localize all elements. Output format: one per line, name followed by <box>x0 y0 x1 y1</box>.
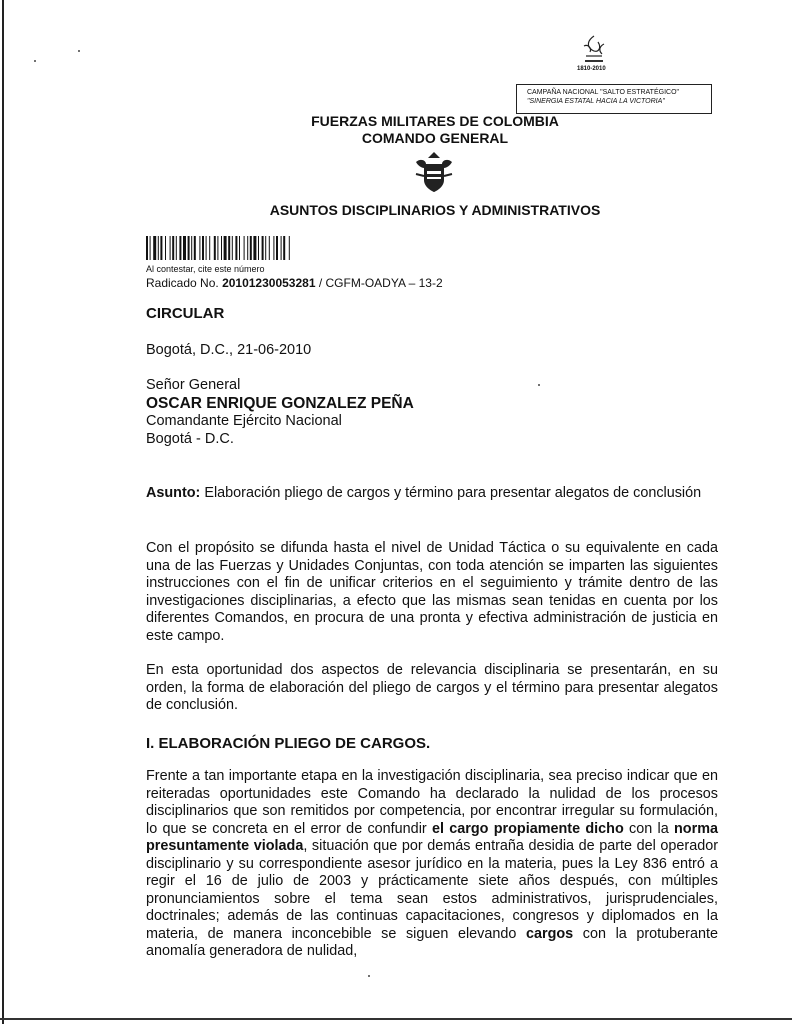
paragraph-3-bold-c: cargos <box>525 925 574 942</box>
paragraph-2: En esta oportunidad dos aspectos de relevancia disciplinaria se presentarán, en su orden, la forma de elaboración del pliego de cargos y el término para presentar alegatos de conclusión. <box>146 662 718 713</box>
org-title: FUERZAS MILITARES DE COLOMBIA <box>311 113 559 129</box>
paragraph-3 <box>146 768 718 961</box>
colombia-coat-of-arms-icon <box>410 150 458 194</box>
recipient-title: Comandante Ejército Nacional <box>146 413 342 429</box>
document-type: CIRCULAR <box>146 305 225 322</box>
barcode-icon <box>146 236 372 260</box>
recipient-city: Bogotá - D.C. <box>146 431 234 447</box>
radicado-label: Radicado No. <box>146 276 219 290</box>
subject-label: Asunto: <box>146 485 201 501</box>
paragraph-3-bold-a: el cargo propiamente dicho <box>431 820 624 837</box>
paragraph-3-text-a: Frente a tan importante etapa en la investigación disciplinaria, sea preciso indicar que en reiteradas oportunidades este Comando ha declarado la nulidad de los procesos disciplinarios que son remitidos por competencia, por encontrar irregular su formulación, lo que se concreta en el error de confundir <box>146 768 718 837</box>
section-title: I. ELABORACIÓN PLIEGO DE CARGOS. <box>146 735 431 752</box>
scan-speck <box>34 60 36 62</box>
scan-speck <box>368 975 370 977</box>
recipient-salutation: Señor General <box>146 377 241 393</box>
scan-speck <box>538 384 540 386</box>
recipient-name: OSCAR ENRIQUE GONZALEZ PEÑA <box>146 395 414 412</box>
radicado-suffix: / CGFM-OADYA – 13-2 <box>318 276 443 290</box>
paragraph-3-text-b: con la <box>623 820 675 837</box>
scan-edge-bottom <box>0 1018 792 1020</box>
department-title: ASUNTOS DISCIPLINARIOS Y ADMINISTRATIVOS <box>269 202 601 218</box>
subject <box>146 485 718 503</box>
radicado-number: 20101230053281 <box>222 276 316 290</box>
paragraph-1: Con el propósito se difunda hasta el nivel de Unidad Táctica o su equivalente en cada una de las Fuerzas y Unidades Conjuntas, con toda atención se imparten las siguientes instrucciones con el fin de unificar criterios en el seguimiento y trámite dentro de las investigaciones disciplinarias, a efecto que las mismas sean tenidas en cuenta por los diferentes Comandos, en procura de una pronta y efectiva administración de justicia en este campo. <box>146 540 718 644</box>
scan-edge-left <box>2 0 4 1024</box>
radicado-line <box>146 276 443 290</box>
campaign-box <box>516 84 712 114</box>
cite-note: Al contestar, cite este número <box>146 264 265 274</box>
org-subtitle: COMANDO GENERAL <box>361 130 509 146</box>
paragraph-3-bold-b: norma presuntamente violada <box>146 820 718 854</box>
emblem-years: 1810-2010 <box>577 66 606 72</box>
place-date: Bogotá, D.C., 21-06-2010 <box>146 342 312 358</box>
scan-speck <box>78 50 80 52</box>
campaign-line-2: "SINERGIA ESTATAL HACIA LA VICTORIA" <box>527 98 665 105</box>
campaign-line-1: CAMPAÑA NACIONAL "SALTO ESTRATÉGICO" <box>527 89 680 96</box>
paragraph-3-text-c: , situación que por demás entraña desidia de parte del operador disciplinario y su correspondiente asesor jurídico en la materia, pues la Ley 836 entró a regir el 16 de julio de 2003 y prácticamente siete años después, con múltiples pronunciamientos sobre el tema sean estos administrativos, jurisprudenciales, doctrinales; además de las continuas capacitaciones, congresos y diplomados en la materia, de manera inconcebible se siguen elevando <box>146 838 719 942</box>
subject-text: Elaboración pliego de cargos y término para presentar alegatos de conclusión <box>204 485 702 501</box>
paragraph-3-text-d: con la protuberante anomalía generadora de nulidad, <box>146 925 718 959</box>
